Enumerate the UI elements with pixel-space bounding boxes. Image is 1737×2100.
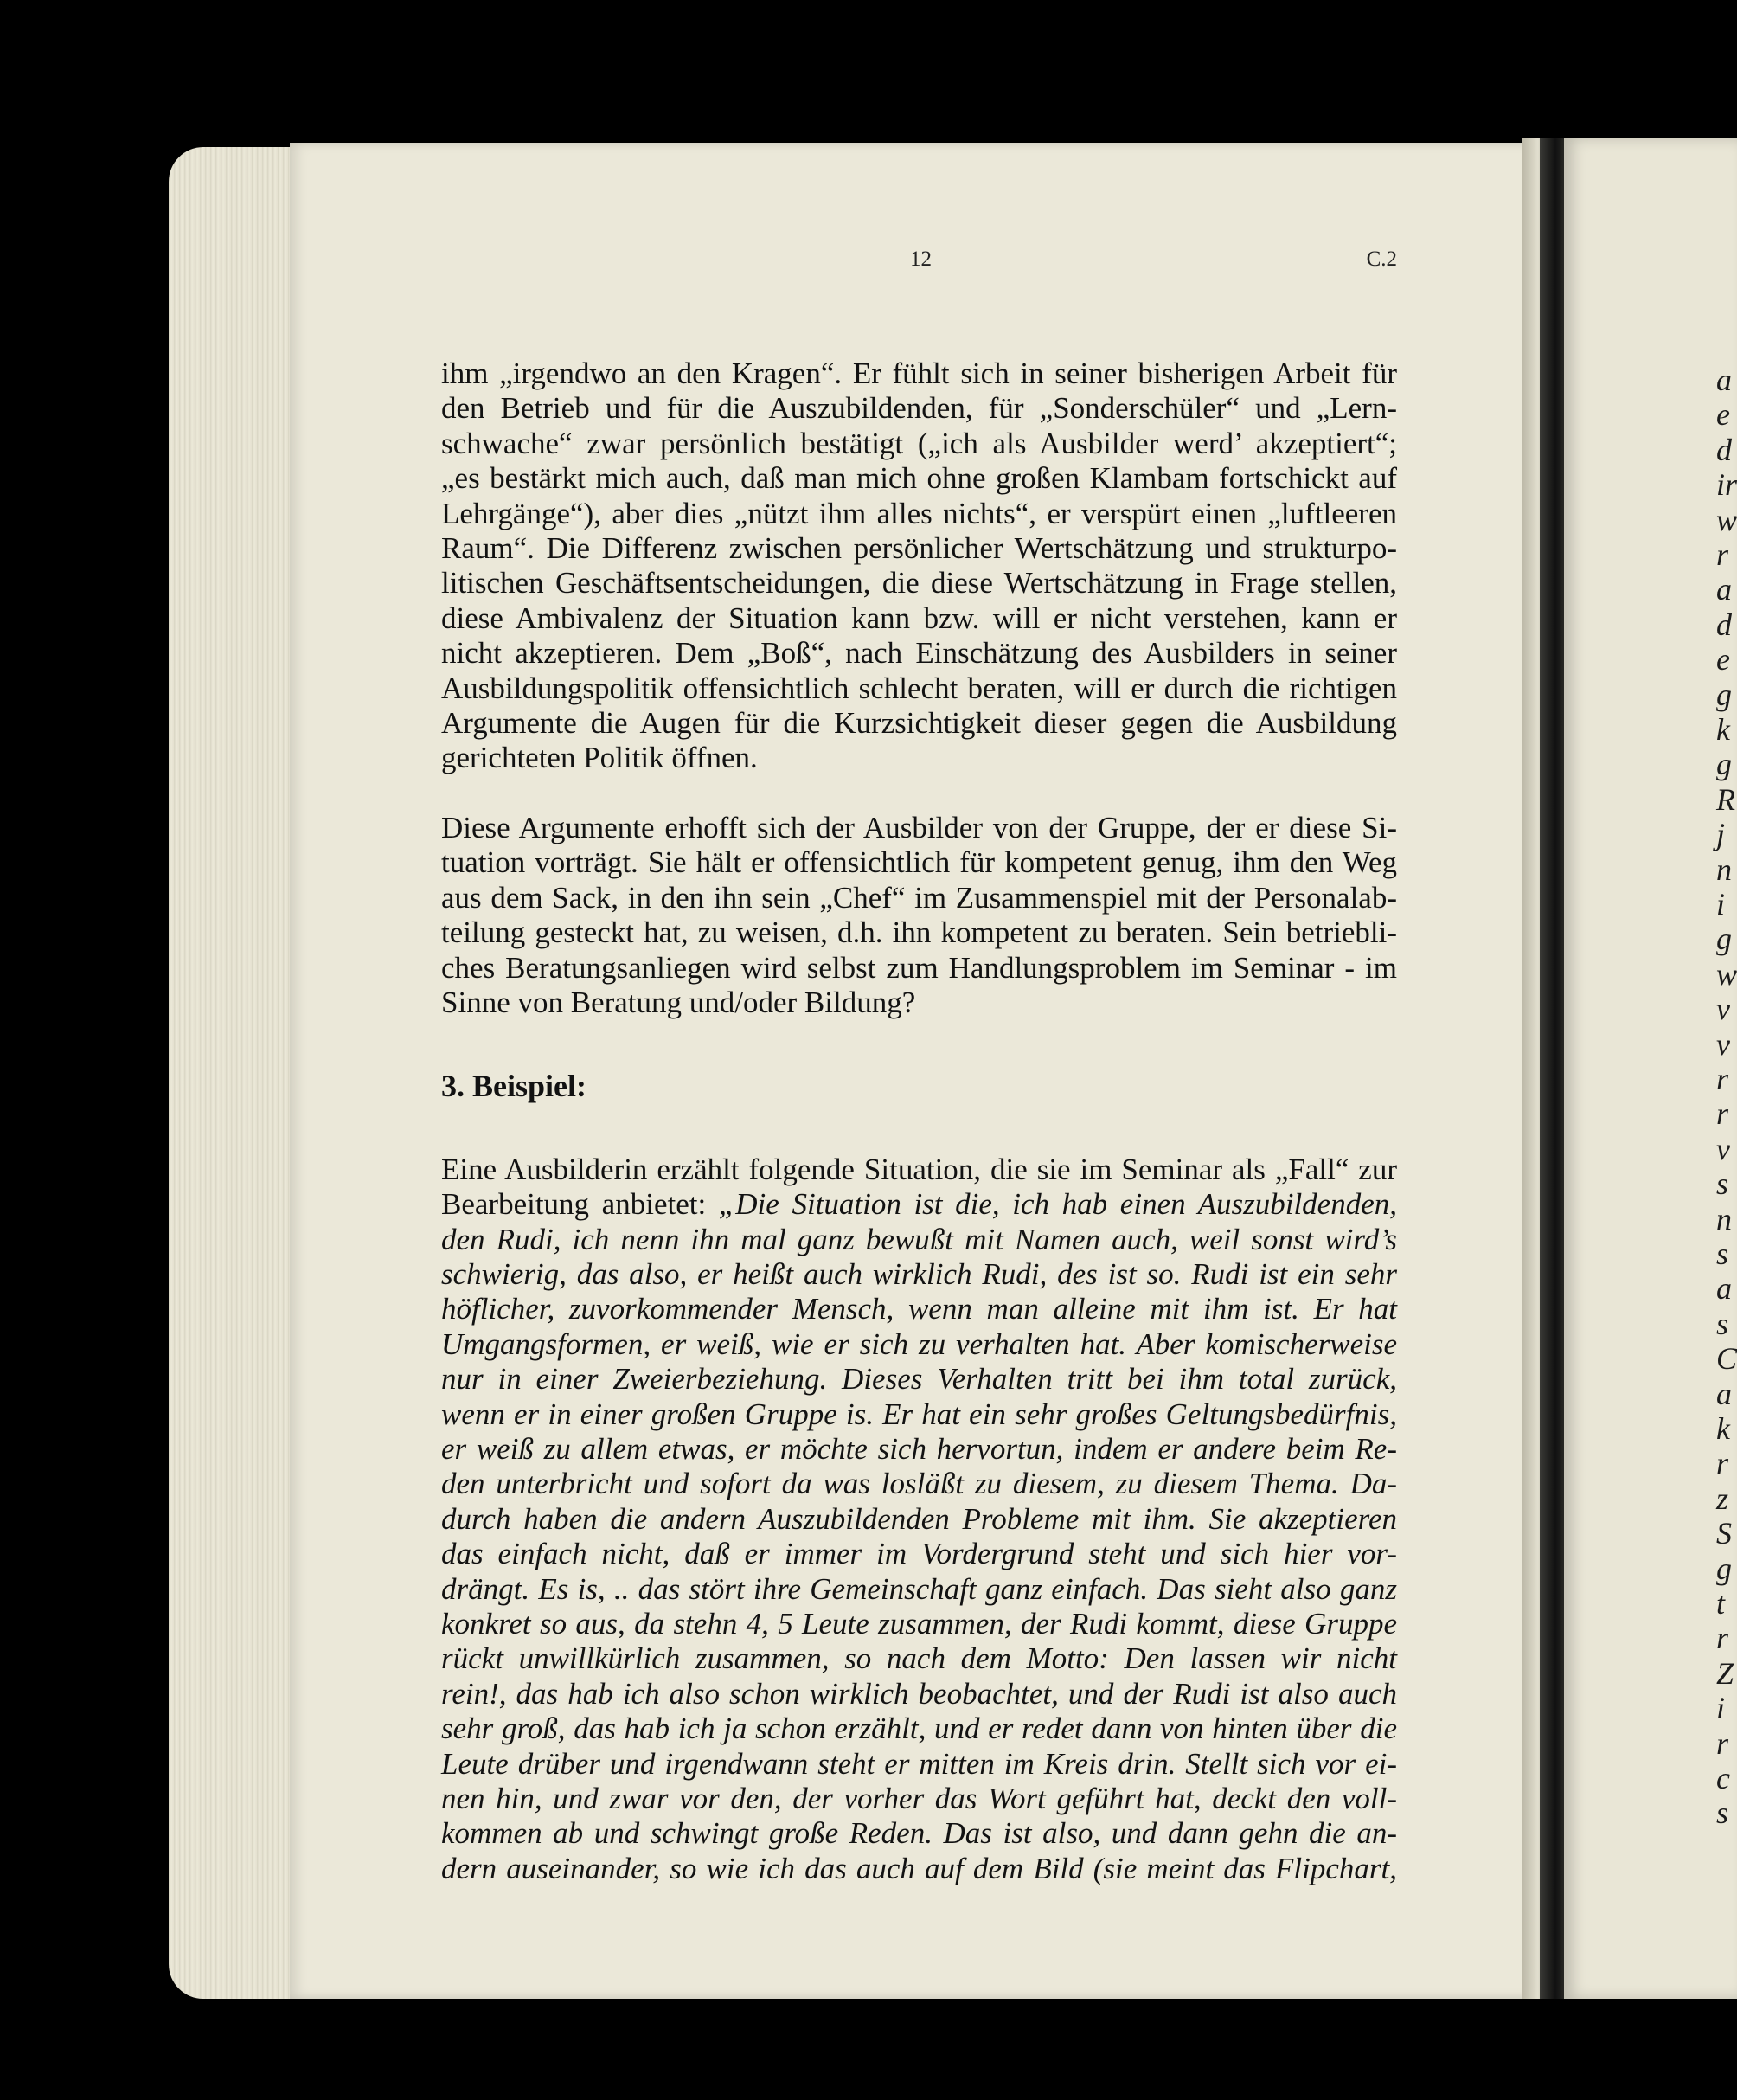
right-page-fragment: j <box>1716 817 1726 852</box>
right-page-fragment: ir <box>1716 467 1737 503</box>
paragraph-3-line: er weiß zu allem etwas, er möchte sich hervortun, indem er andere beim Re- <box>441 1431 1397 1466</box>
right-page-fragment: r <box>1716 537 1729 572</box>
right-page-fragment: t <box>1716 1586 1726 1621</box>
paragraph-3-line: rein!, das hab ich also schon wirklich beobachtet, und der Rudi ist also auch <box>441 1676 1397 1711</box>
right-page-fragment: C <box>1716 1341 1737 1377</box>
paragraph-2-line: Diese Argumente erhofft sich der Ausbilder von der Gruppe, der er diese Si- <box>441 810 1397 844</box>
paragraph-3-line: Eine Ausbilderin erzählt folgende Situation, die sie im Seminar als „Fall“ zur <box>441 1152 1397 1186</box>
right-page-fragment: n <box>1716 1201 1732 1236</box>
paragraph-gap <box>441 1104 1397 1153</box>
paragraph-3 <box>441 1153 1397 1887</box>
right-page-fragment: c <box>1716 1761 1730 1795</box>
paragraph-gap <box>441 1020 1397 1069</box>
right-page-fragment: a <box>1716 1271 1732 1307</box>
paragraph-3-line: konkret so aus, da stehn 4, 5 Leute zusammen, der Rudi kommt, diese Gruppe <box>441 1607 1397 1641</box>
right-page-fragment: r <box>1716 1446 1729 1481</box>
paragraph-1-line: litischen Geschäftsentscheidungen, die diese Wertschätzung in Frage stellen, <box>441 566 1397 600</box>
paragraph-2 <box>441 811 1397 1020</box>
paragraph-3-line: den Rudi, ich nenn ihn mal ganz bewußt mit Namen auch, weil sonst wird’s <box>441 1222 1397 1256</box>
right-page-fragment: g <box>1716 677 1732 712</box>
paragraph-3-line: den unterbricht und sofort da was losläßt zu diesem, zu diesem Thema. Da- <box>441 1467 1397 1501</box>
book-gutter <box>1540 138 1566 1999</box>
right-page-fragment: r <box>1716 1621 1729 1656</box>
quote-start: „Die Situation ist die, ich hab einen Auszubildenden, <box>718 1187 1397 1222</box>
paragraph-gap <box>441 776 1397 811</box>
paragraph-3-line: Leute drüber und irgendwann steht er mitten im Kreis drin. Stellt sich vor ei- <box>441 1746 1397 1781</box>
paragraph-2-line: aus dem Sack, in den ihn sein „Chef“ im Zusammenspiel mit der Personalab- <box>441 880 1397 915</box>
paragraph-1-line: Ausbildungspolitik offensichtlich schlecht beraten, will er durch die richtigen <box>441 671 1397 705</box>
right-page-fragment: s <box>1716 1306 1729 1341</box>
right-page-fragment: a <box>1716 363 1732 397</box>
page-header <box>441 247 1397 282</box>
paragraph-1-line: Lehrgänge“), aber dies „nützt ihm alles nichts“, er verspürt einen „luftleeren <box>441 496 1397 530</box>
paragraph-1-line: diese Ambivalenz der Situation kann bzw. will er nicht verstehen, kann er <box>441 600 1397 635</box>
paragraph-1-line: nicht akzeptieren. Dem „Boß“, nach Einschätzung des Ausbilders in seiner <box>441 636 1397 671</box>
paragraph-3-line: höflicher, zuvorkommender Mensch, wenn man alleine mit ihm ist. Er hat <box>441 1292 1397 1326</box>
page-number: 12 <box>910 247 932 271</box>
right-page-fragment: n <box>1716 851 1732 887</box>
right-page-fragment: s <box>1716 1795 1729 1831</box>
right-page-fragment: Z <box>1716 1655 1734 1691</box>
paragraph-3-line: das einfach nicht, daß er immer im Vordergrund steht und sich hier vor- <box>441 1537 1397 1571</box>
paragraph-1-line: gerichteten Politik öffnen. <box>441 741 758 775</box>
right-page-fragment: i <box>1716 1691 1726 1726</box>
paragraph-2-line: tuation vorträgt. Sie hält er offensichtlich für kompetent genug, ihm den Weg <box>441 845 1397 880</box>
right-page-fragment: g <box>1716 922 1732 957</box>
paragraph-2-line: teilung gesteckt hat, zu weisen, d.h. ihn kompetent zu beraten. Sein betriebli- <box>441 915 1397 950</box>
paragraph-3-line <box>441 1187 1397 1222</box>
paragraph-1-line: schwache“ zwar persönlich bestätigt („ich als Ausbilder werd’ akzeptiert“; <box>441 426 1397 460</box>
paragraph-2-line: ches Beratungsanliegen wird selbst zum Handlungsproblem im Seminar - im <box>441 950 1397 985</box>
right-page-fragment: r <box>1716 1096 1729 1132</box>
right-page-fragment: g <box>1716 1551 1732 1586</box>
right-page-fragment: g <box>1716 747 1732 782</box>
paragraph-3-line: wenn er in einer großen Gruppe is. Er hat ein sehr großes Geltungsbedürfnis, <box>441 1397 1397 1431</box>
body-text <box>441 356 1397 1886</box>
right-page-fragment: r <box>1716 1062 1729 1096</box>
right-page-fragment: k <box>1716 1411 1730 1446</box>
paragraph-1-line: Argumente die Augen für die Kurzsichtigkeit dieser gegen die Ausbildung <box>441 706 1397 741</box>
paragraph-3-line: sehr groß, das hab ich ja schon erzählt, und er redet dann von hinten über die <box>441 1711 1397 1746</box>
paragraph-3-line: Umgangsformen, er weiß, wie er sich zu verhalten hat. Aber komischerweise <box>441 1326 1397 1361</box>
right-page-fragment: v <box>1716 1026 1730 1062</box>
paragraph-1-line: den Betrieb und für die Auszubildenden, für „Sonderschüler“ und „Lern- <box>441 391 1397 426</box>
right-page-fragment: i <box>1716 887 1726 922</box>
paragraph-3-line: nen hin, und zwar vor den, der vorher das Wort geführt hat, deckt den voll- <box>441 1782 1397 1816</box>
right-page-fragment: s <box>1716 1166 1729 1202</box>
paragraph-1 <box>441 356 1397 776</box>
intro-plain: Bearbeitung anbietet: <box>441 1187 719 1222</box>
section-code: C.2 <box>1366 247 1397 271</box>
right-page-fragment: e <box>1716 642 1730 678</box>
paragraph-3-line: drängt. Es is, .. das stört ihre Gemeinschaft ganz einfach. Das sieht also ganz <box>441 1571 1397 1606</box>
right-page-fragment: d <box>1716 432 1732 467</box>
section-heading: 3. Beispiel: <box>441 1069 586 1104</box>
right-page <box>1564 138 1737 1999</box>
paragraph-3-line: schwierig, das also, er heißt auch wirklich Rudi, des ist so. Rudi ist ein sehr <box>441 1256 1397 1291</box>
paragraph-2-line: Sinne von Beratung und/oder Bildung? <box>441 985 916 1019</box>
right-page-fragment: e <box>1716 397 1730 433</box>
paragraph-1-line: Raum“. Die Differenz zwischen persönlicher Wertschätzung und strukturpo- <box>441 531 1397 566</box>
right-page-fragment: k <box>1716 712 1730 747</box>
paragraph-3-line: dern auseinander, so wie ich das auch auf dem Bild (sie meint das Flipchart, <box>441 1851 1397 1885</box>
right-page-fragment: v <box>1716 992 1730 1027</box>
right-page-fragment: w <box>1716 956 1737 992</box>
paragraph-1-line: „es bestärkt mich auch, daß man mich ohne großen Klambam fortschickt auf <box>441 461 1397 496</box>
right-page-fragment: r <box>1716 1725 1729 1761</box>
right-page-fragment: S <box>1716 1516 1732 1551</box>
right-page-fragment: s <box>1716 1236 1729 1271</box>
right-page-fragment: z <box>1716 1480 1729 1516</box>
paragraph-3-line: rückt unwillkürlich zusammen, so nach dem Motto: Den lassen wir nicht <box>441 1641 1397 1676</box>
paragraph-1-line: ihm „irgendwo an den Kragen“. Er fühlt sich in seiner bisherigen Arbeit für <box>441 356 1397 390</box>
right-page-fragment: v <box>1716 1131 1730 1166</box>
right-page-fragment: d <box>1716 607 1732 642</box>
right-page-fragment: a <box>1716 1376 1732 1411</box>
right-page-fragment: w <box>1716 502 1737 537</box>
paragraph-3-line: kommen ab und schwingt große Reden. Das ist also, und dann gehn die an- <box>441 1816 1397 1851</box>
right-page-fragment: a <box>1716 572 1732 607</box>
paragraph-3-line: nur in einer Zweierbeziehung. Dieses Verhalten tritt bei ihm total zurück, <box>441 1362 1397 1397</box>
paragraph-3-line: durch haben die andern Auszubildenden Probleme mit ihm. Sie akzeptieren <box>441 1501 1397 1536</box>
right-page-fragment: R <box>1716 781 1735 817</box>
